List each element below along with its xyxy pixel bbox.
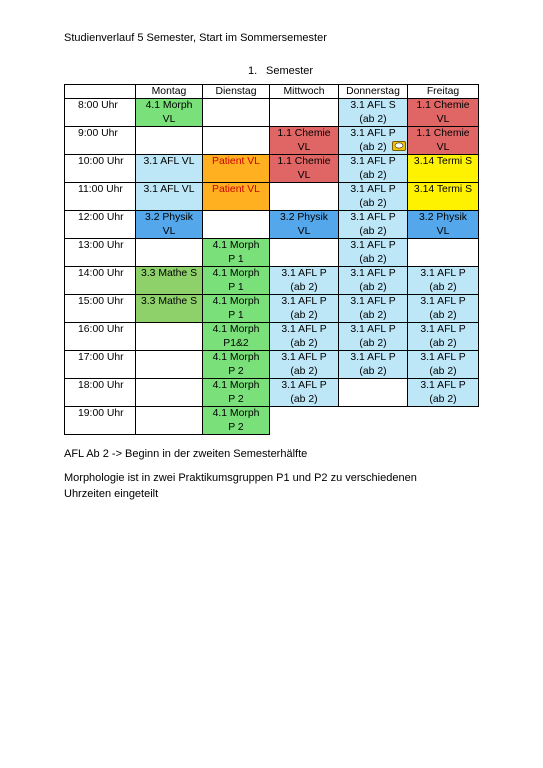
schedule-row	[65, 211, 479, 239]
course-label: 3.1 AFL P (ab 2)	[350, 128, 396, 153]
course-cell	[136, 295, 203, 323]
course-cell	[270, 127, 339, 155]
course-cell	[203, 155, 270, 183]
course-cell	[203, 183, 270, 211]
course-cell	[270, 379, 339, 407]
day-header: Dienstag	[203, 85, 270, 99]
course-label: 4.1 Morph P 2	[212, 352, 260, 377]
course-cell	[136, 351, 203, 379]
schedule-row	[65, 183, 479, 211]
course-cell	[203, 267, 270, 295]
schedule-row	[65, 351, 479, 379]
time-cell: 17:00 Uhr	[65, 351, 136, 379]
course-cell	[136, 407, 203, 435]
schedule-row	[65, 99, 479, 127]
course-cell	[270, 351, 339, 379]
course-cell	[408, 239, 479, 267]
course-label: 4.1 Morph P 1	[212, 240, 260, 265]
course-cell	[136, 323, 203, 351]
course-label: 3.1 AFL P (ab 2)	[281, 268, 327, 293]
course-label: 3.1 AFL P (ab 2)	[350, 324, 396, 349]
course-cell	[339, 155, 408, 183]
course-cell	[203, 295, 270, 323]
course-label: 1.1 Chemie VL	[416, 128, 470, 153]
course-label: 4.1 Morph P1&2	[212, 324, 260, 349]
course-cell	[339, 295, 408, 323]
schedule-row	[65, 267, 479, 295]
course-label: 3.1 AFL P (ab 2)	[281, 352, 327, 377]
course-cell	[339, 407, 408, 435]
semester-heading	[248, 65, 313, 77]
course-label: 3.2 Physik VL	[145, 212, 193, 237]
course-label: Patient VL	[212, 184, 260, 195]
schedule-body	[65, 99, 479, 435]
time-cell: 12:00 Uhr	[65, 211, 136, 239]
schedule-row	[65, 295, 479, 323]
course-cell	[339, 99, 408, 127]
course-cell	[203, 211, 270, 239]
course-label: 4.1 Morph P 2	[212, 380, 260, 405]
time-cell: 15:00 Uhr	[65, 295, 136, 323]
course-cell	[339, 323, 408, 351]
note-afl: AFL Ab 2 -> Beginn in der zweiten Semesterhälfte	[64, 448, 308, 460]
course-cell	[408, 127, 479, 155]
course-cell	[270, 323, 339, 351]
course-label: 3.14 Termi S	[413, 156, 473, 167]
course-label: 3.1 AFL P (ab 2)	[350, 296, 396, 321]
semester-label: Semester	[266, 65, 314, 77]
schedule-row	[65, 127, 479, 155]
course-label: Patient VL	[212, 156, 260, 167]
time-cell: 9:00 Uhr	[65, 127, 136, 155]
semester-number: 1.	[248, 65, 258, 77]
course-cell	[136, 267, 203, 295]
course-label: 3.1 AFL P (ab 2)	[420, 296, 466, 321]
course-label: 3.1 AFL P (ab 2)	[350, 212, 396, 237]
time-cell: 18:00 Uhr	[65, 379, 136, 407]
course-cell	[270, 407, 339, 435]
course-cell	[203, 323, 270, 351]
corner-cell	[65, 85, 136, 99]
course-cell	[270, 99, 339, 127]
course-cell	[408, 267, 479, 295]
course-label: 3.1 AFL S (ab 2)	[350, 100, 396, 125]
course-label: 3.1 AFL P (ab 2)	[281, 324, 327, 349]
course-label: 3.1 AFL P (ab 2)	[350, 184, 396, 209]
time-cell: 14:00 Uhr	[65, 267, 136, 295]
document-title: Studienverlauf 5 Semester, Start im Sommersemester	[64, 32, 327, 44]
day-header: Donnerstag	[339, 85, 408, 99]
course-cell	[408, 323, 479, 351]
course-cell	[136, 239, 203, 267]
schedule-row	[65, 323, 479, 351]
course-cell	[408, 211, 479, 239]
course-label: 3.1 AFL VL	[143, 184, 195, 195]
course-cell	[339, 239, 408, 267]
course-cell	[270, 211, 339, 239]
course-label: 4.1 Morph VL	[145, 100, 193, 125]
course-cell	[270, 183, 339, 211]
course-label: 3.2 Physik VL	[419, 212, 467, 237]
course-cell	[339, 183, 408, 211]
course-cell	[203, 351, 270, 379]
course-cell	[270, 267, 339, 295]
time-cell: 19:00 Uhr	[65, 407, 136, 435]
course-cell	[408, 183, 479, 211]
course-cell	[203, 239, 270, 267]
course-label: 3.1 AFL P (ab 2)	[281, 380, 327, 405]
course-label: 3.1 AFL P (ab 2)	[281, 296, 327, 321]
schedule-row	[65, 155, 479, 183]
course-cell	[339, 211, 408, 239]
course-cell	[136, 183, 203, 211]
course-cell	[136, 127, 203, 155]
course-cell	[203, 99, 270, 127]
course-label: 3.3 Mathe S	[140, 268, 198, 279]
course-label: 3.1 AFL P (ab 2)	[350, 156, 396, 181]
course-label: 1.1 Chemie VL	[277, 156, 331, 181]
course-cell	[408, 155, 479, 183]
course-cell	[408, 295, 479, 323]
course-cell	[136, 99, 203, 127]
course-cell	[203, 407, 270, 435]
course-cell	[339, 379, 408, 407]
schedule-table	[64, 84, 479, 435]
course-label: 3.1 AFL P (ab 2)	[350, 352, 396, 377]
course-label: 3.1 AFL P (ab 2)	[420, 352, 466, 377]
course-cell	[270, 239, 339, 267]
time-cell: 11:00 Uhr	[65, 183, 136, 211]
day-header: Montag	[136, 85, 203, 99]
comment-icon[interactable]	[392, 141, 406, 151]
course-label: 3.1 AFL P (ab 2)	[420, 268, 466, 293]
schedule-row	[65, 407, 479, 435]
course-label: 4.1 Morph P 2	[212, 408, 260, 433]
course-label: 3.1 AFL P (ab 2)	[350, 268, 396, 293]
course-cell	[270, 295, 339, 323]
course-cell	[408, 379, 479, 407]
course-cell	[339, 127, 408, 155]
day-header: Mittwoch	[270, 85, 339, 99]
course-cell	[270, 155, 339, 183]
course-cell	[136, 379, 203, 407]
course-label: 3.1 AFL P (ab 2)	[350, 240, 396, 265]
time-cell: 8:00 Uhr	[65, 99, 136, 127]
course-label: 3.2 Physik VL	[280, 212, 328, 237]
schedule-row	[65, 239, 479, 267]
time-cell: 13:00 Uhr	[65, 239, 136, 267]
note-morphologie: Morphologie ist in zwei Praktikumsgruppen P1 und P2 zu verschiedenen Uhrzeiten eingeteilt	[64, 472, 417, 500]
course-label: 3.1 AFL P (ab 2)	[420, 324, 466, 349]
course-label: 1.1 Chemie VL	[416, 100, 470, 125]
course-label: 4.1 Morph P 1	[212, 268, 260, 293]
course-label: 3.1 AFL P (ab 2)	[420, 380, 466, 405]
course-cell	[136, 155, 203, 183]
course-cell	[203, 127, 270, 155]
time-cell: 16:00 Uhr	[65, 323, 136, 351]
header-row	[65, 85, 479, 99]
time-cell: 10:00 Uhr	[65, 155, 136, 183]
course-cell	[339, 267, 408, 295]
course-cell	[203, 379, 270, 407]
day-header: Freitag	[408, 85, 479, 99]
course-cell	[339, 351, 408, 379]
course-cell	[408, 99, 479, 127]
course-label: 4.1 Morph P 1	[212, 296, 260, 321]
course-label: 3.14 Termi S	[413, 184, 473, 195]
schedule-row	[65, 379, 479, 407]
course-cell	[136, 211, 203, 239]
course-label: 3.1 AFL VL	[143, 156, 195, 167]
course-label: 3.3 Mathe S	[140, 296, 198, 307]
course-cell	[408, 407, 479, 435]
course-label: 1.1 Chemie VL	[277, 128, 331, 153]
course-cell	[408, 351, 479, 379]
